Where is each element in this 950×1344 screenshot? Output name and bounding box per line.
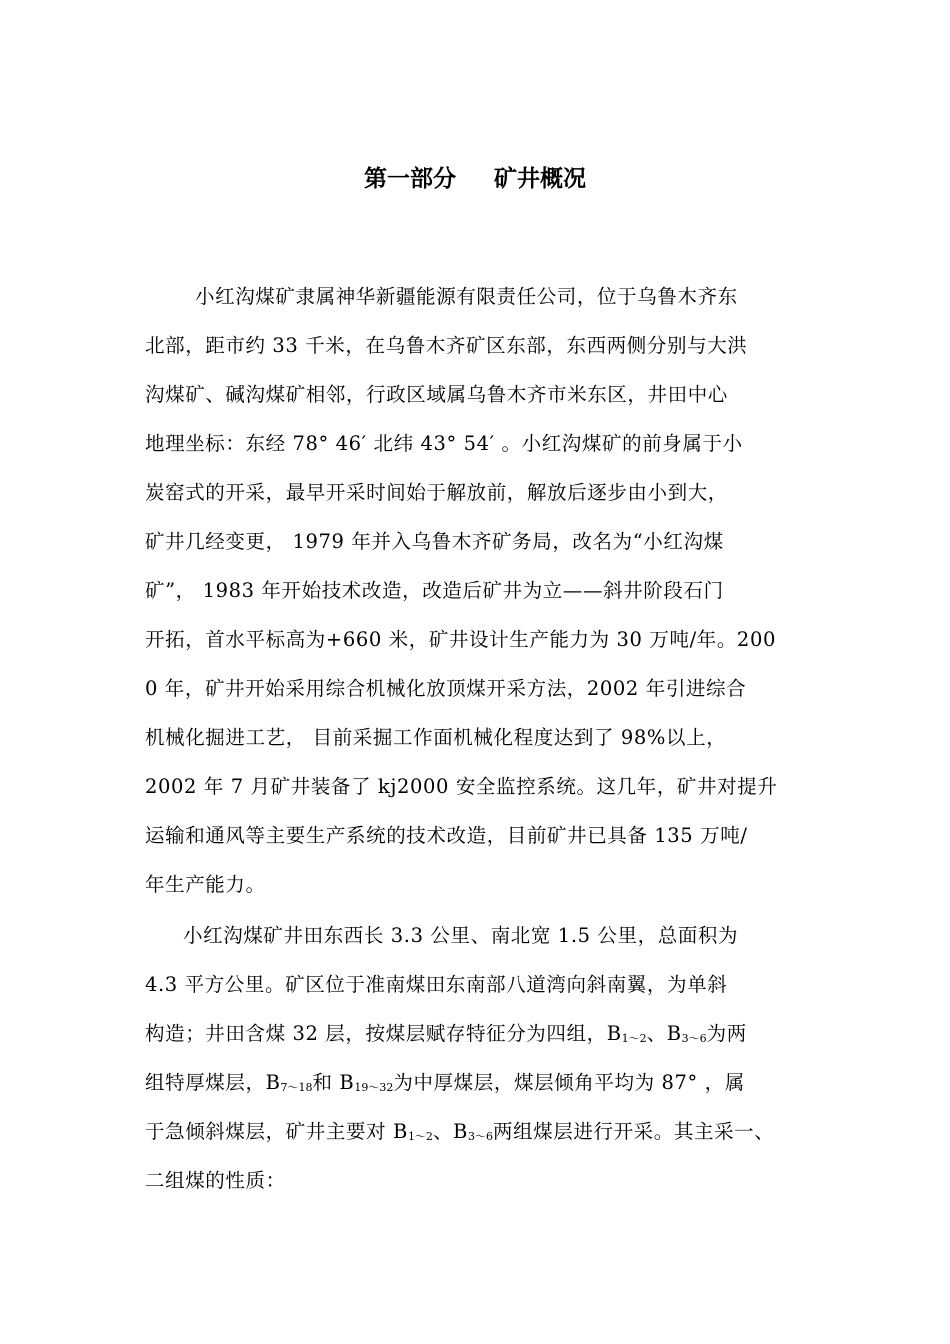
- text-run: 为中厚煤层，煤层倾角平均为 87° ，属: [393, 1071, 745, 1094]
- paragraph-line: 运输和通风等主要生产系统的技术改造，目前矿井已具备 135 万吨/: [145, 824, 748, 847]
- paragraph-line: 矿井几经变更， 1979 年并入乌鲁木齐矿务局，改名为“小红沟煤: [145, 530, 724, 553]
- section-name: 矿井概况: [494, 166, 586, 192]
- paragraph-line: 矿”， 1983 年开始技术改造，改造后矿井为立——斜井阶段石门: [145, 579, 724, 602]
- paragraph-line: 0 年，矿井开始采用综合机械化放顶煤开采方法，2002 年引进综合: [145, 677, 747, 700]
- text-run: 于急倾斜煤层，矿井主要对 B: [145, 1120, 408, 1143]
- subscript: 3～6: [467, 1130, 493, 1143]
- paragraph-line: 年生产能力。: [145, 873, 266, 896]
- subscript: 1～2: [407, 1130, 433, 1143]
- paragraph-line: 地理坐标：东经 78° 46′ 北纬 43° 54′ 。小红沟煤矿的前身属于小: [145, 432, 743, 455]
- text-run: 组特厚煤层，B: [145, 1071, 281, 1094]
- text-run: 两组煤层进行开采。其主采一、: [492, 1120, 775, 1143]
- subscript: 3～6: [681, 1032, 707, 1045]
- paragraph-line: [145, 1069, 745, 1102]
- text-run: 、B: [646, 1022, 682, 1045]
- section-title: [0, 163, 950, 195]
- paragraph-line: 炭窑式的开采，最早开采时间始于解放前，解放后逐步由小到大，: [145, 481, 728, 504]
- paragraph-line: 开拓，首水平标高为+660 米，矿井设计生产能力为 30 万吨/年。200: [145, 628, 776, 651]
- paragraph-line: [145, 1118, 774, 1151]
- paragraph-line: 4.3 平方公里。矿区位于准南煤田东南部八道湾向斜南翼，为单斜: [145, 973, 728, 996]
- subscript: 19～32: [354, 1081, 394, 1094]
- paragraph-line: 机械化掘进工艺， 目前采掘工作面机械化程度达到了 98%以上，: [145, 726, 727, 749]
- paragraph-line: 小红沟煤矿井田东西长 3.3 公里、南北宽 1.5 公里，总面积为: [183, 924, 739, 947]
- paragraph-line: 小红沟煤矿隶属神华新疆能源有限责任公司，位于乌鲁木齐东: [195, 285, 738, 308]
- text-run: 、B: [432, 1120, 468, 1143]
- section-part: 第一部分: [364, 166, 456, 192]
- paragraph-line: [145, 1020, 747, 1053]
- subscript: 1～2: [621, 1032, 647, 1045]
- text-run: 构造；井田含煤 32 层，按煤层赋存特征分为四组，B: [145, 1022, 622, 1045]
- paragraph-line: 2002 年 7 月矿井装备了 kj2000 安全监控系统。这几年，矿井对提升: [145, 775, 778, 798]
- text-run: 和 B: [312, 1071, 355, 1094]
- paragraph-line: 北部，距市约 33 千米，在乌鲁木齐矿区东部，东西两侧分别与大洪: [145, 334, 748, 357]
- subscript: 7～18: [280, 1081, 313, 1094]
- paragraph-line: 沟煤矿、碱沟煤矿相邻，行政区域属乌鲁木齐市米东区，井田中心: [145, 383, 728, 406]
- text-run: 为两: [706, 1022, 747, 1045]
- paragraph-line: 二组煤的性质：: [145, 1169, 286, 1192]
